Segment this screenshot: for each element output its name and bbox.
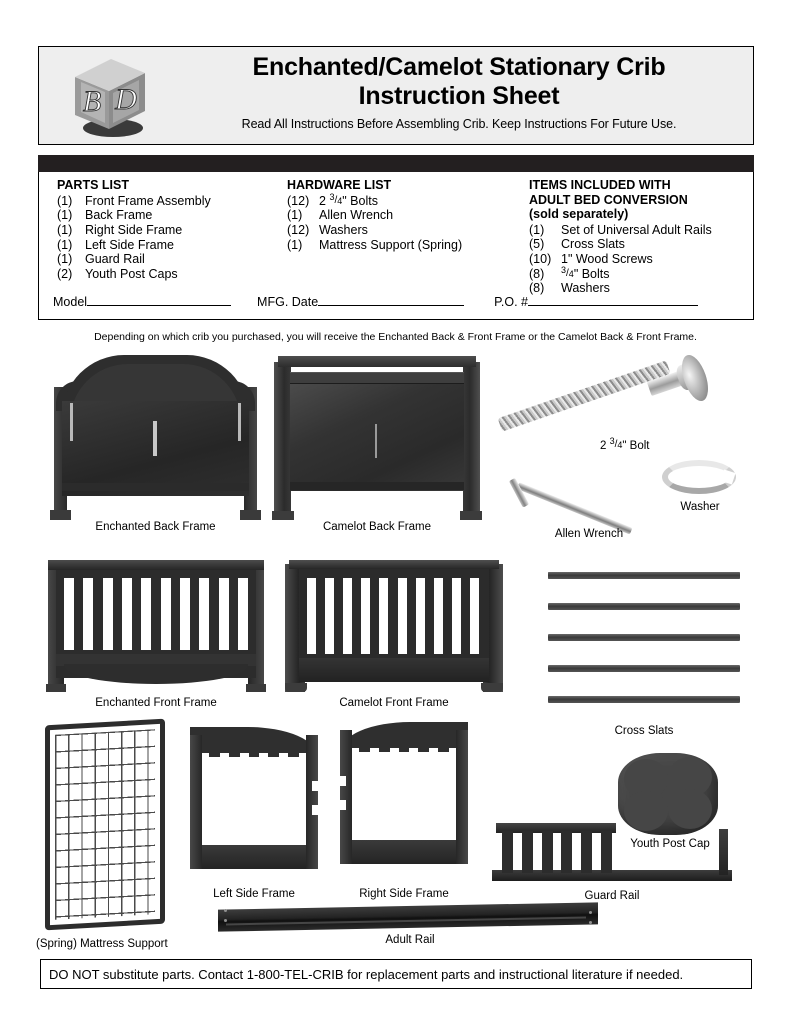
model-input[interactable]: [87, 293, 231, 306]
item-qty: (8): [529, 266, 545, 281]
item-label-pre: 2: [319, 193, 330, 208]
page-subtitle: Read All Instructions Before Assembling Crib. Keep Instructions For Future Use.: [241, 117, 677, 131]
caption-cross-slats: Cross Slats: [614, 725, 674, 737]
item-label: Mattress Support (Spring): [319, 237, 463, 252]
list-item: [287, 208, 517, 223]
slat-gap: [343, 578, 352, 654]
list-item: [57, 208, 287, 223]
parts-information-box: [38, 155, 754, 320]
side-frame-notch: [312, 805, 318, 815]
item-label: Allen Wrench: [319, 208, 394, 223]
slat-gap: [141, 578, 151, 650]
adult-rail-hole: [224, 909, 227, 912]
item-label-post: " Bolts: [342, 193, 378, 208]
caption-camelot-back-frame: Camelot Back Frame: [322, 521, 431, 533]
list-item: [57, 238, 287, 253]
caption-youth-post-cap: Youth Post Cap: [630, 838, 710, 850]
list-item: [57, 267, 287, 282]
item-qty: (12): [287, 193, 310, 208]
slat-gap: [199, 578, 209, 650]
hardware-list-items: [287, 191, 517, 253]
slat-gap: [240, 753, 249, 849]
frame-top-rail: [48, 560, 264, 570]
frame-top-cap: [278, 356, 476, 367]
panel-slit-right: [238, 403, 241, 441]
parts-list-heading: PARTS LIST: [57, 178, 129, 192]
model-label: Model: [53, 295, 88, 309]
frame-post-right: [463, 362, 480, 512]
item-qty: (2): [57, 267, 73, 282]
mfg-date-label: MFG. Date: [257, 295, 319, 309]
cross-slat-bar: [548, 665, 740, 672]
item-qty: (1): [57, 193, 73, 208]
figure-mattress-support: [45, 722, 165, 927]
frame-panel: [290, 384, 464, 491]
side-frame-post-right: [306, 735, 318, 869]
slat-gap: [259, 753, 268, 849]
frame-foot-right: [246, 684, 266, 692]
page-title-line-1: Enchanted/Camelot Stationary Crib: [252, 53, 666, 81]
caption-mattress-support: (Spring) Mattress Support: [36, 938, 168, 950]
item-label: Right Side Frame: [85, 222, 183, 237]
slat-gap: [370, 748, 379, 844]
frame-foot-left: [50, 510, 71, 520]
cross-slat-bar: [548, 696, 740, 703]
section-divider-bar: [38, 155, 754, 172]
parts-list-items: [57, 194, 287, 282]
figure-adult-rail: [218, 906, 598, 932]
caption-allen-wrench: Allen Wrench: [554, 528, 624, 540]
mattress-support-frame: [45, 719, 165, 931]
slat-gap: [325, 578, 334, 654]
caption-washer: Washer: [680, 501, 720, 513]
slat-gap: [83, 578, 93, 650]
slat-gap: [220, 753, 229, 849]
item-qty: (1): [57, 237, 73, 252]
item-label: Cross Slats: [561, 237, 625, 252]
panel-slit-left: [70, 403, 73, 441]
item-label: Back Frame: [85, 208, 153, 223]
guard-rail-post-group: [502, 831, 612, 873]
cross-slat-bar: [548, 572, 740, 579]
caption-right-side-frame: Right Side Frame: [359, 888, 449, 900]
slat-gap: [122, 578, 132, 650]
side-frame-post-right: [456, 730, 468, 864]
item-qty: (8): [529, 281, 545, 296]
figure-right-side-frame: [340, 722, 468, 882]
side-frame-notch: [340, 776, 346, 786]
frame-slat-group: [307, 578, 479, 654]
guard-rail-end-post: [719, 829, 728, 875]
frame-foot-right: [481, 683, 503, 692]
frame-bottom-rail: [290, 482, 464, 490]
adult-conversion-heading-2: ADULT BED CONVERSION: [529, 192, 688, 207]
footer-notice-box: [40, 959, 752, 989]
adult-rail-hole: [589, 911, 592, 914]
slat-gap: [103, 578, 113, 650]
guard-rail-post: [542, 831, 553, 873]
item-label: Youth Post Caps: [85, 267, 178, 282]
slat-gap: [379, 578, 388, 654]
item-qty: (1): [287, 208, 303, 223]
wrench-long-arm: [517, 482, 633, 534]
figure-enchanted-back-frame: [48, 355, 263, 520]
fraction-three-quarters: 3/4: [561, 264, 574, 279]
figure-allen-wrench: [510, 470, 640, 534]
item-label: Front Frame Assembly: [85, 193, 211, 208]
bd-logo-icon: [69, 55, 155, 139]
side-frame-post-left: [340, 730, 352, 864]
cross-slat-bar: [548, 634, 740, 641]
slat-gap: [238, 578, 248, 650]
cap-lobe: [624, 791, 668, 831]
slat-gap: [307, 578, 316, 654]
figure-left-side-frame: [190, 727, 318, 887]
adult-rail-hole: [589, 921, 592, 924]
slat-gap: [279, 753, 288, 849]
list-item: [529, 223, 751, 238]
side-frame-slat-group: [200, 753, 308, 849]
guard-rail-post: [522, 831, 533, 873]
caption-left-side-frame: Left Side Frame: [213, 888, 295, 900]
frame-top-rail: [289, 560, 499, 569]
list-item: [287, 191, 517, 209]
list-item: [529, 264, 751, 282]
slat-gap: [180, 578, 190, 650]
caption-enchanted-front-frame: Enchanted Front Frame: [95, 697, 217, 709]
frame-scalloped-skirt: [64, 664, 248, 684]
item-qty: (1): [287, 237, 303, 252]
cross-slat-bar: [548, 603, 740, 610]
side-frame-bottom-rail: [194, 845, 314, 869]
slat-gap: [434, 578, 443, 654]
adult-conversion-items: [529, 223, 751, 297]
frame-foot-right: [240, 510, 261, 520]
list-item: [57, 194, 287, 209]
slat-gap: [64, 578, 74, 650]
figure-camelot-front-frame: [285, 560, 503, 692]
item-qty: (1): [57, 252, 73, 267]
caption-guard-rail: Guard Rail: [584, 890, 640, 902]
item-qty: (12): [287, 223, 310, 238]
item-qty: (1): [529, 222, 545, 237]
variant-note: Depending on which crib you purchased, you will receive the Enchanted Back & Front Frame or the Camelot Back & Front Frame.: [94, 331, 697, 343]
panel-slit-center: [153, 421, 157, 456]
fraction-three-quarters: 3/4: [329, 191, 343, 206]
figure-enchanted-front-frame: [46, 560, 266, 692]
fraction-three-quarters: 3/4: [609, 436, 623, 451]
item-label: Washers: [319, 223, 368, 238]
list-item: [57, 252, 287, 267]
figure-youth-post-cap: [618, 753, 718, 835]
frame-foot-right: [460, 511, 482, 520]
figure-camelot-back-frame: [272, 356, 482, 520]
slat-gap: [361, 578, 370, 654]
form-fill-row: [53, 293, 743, 309]
caption-camelot-front-frame: Camelot Front Frame: [339, 697, 449, 709]
item-label: Set of Universal Adult Rails: [561, 222, 712, 237]
hardware-list-heading: HARDWARE LIST: [287, 178, 392, 192]
header-banner: [38, 46, 754, 145]
item-qty: (1): [57, 208, 73, 223]
item-label: Left Side Frame: [85, 237, 174, 252]
frame-foot-left: [46, 684, 66, 692]
svg-text:D: D: [115, 83, 137, 116]
side-frame-notch: [340, 800, 346, 810]
frame-bottom-rail: [62, 483, 249, 491]
slat-gap: [470, 578, 479, 654]
item-label: Guard Rail: [85, 252, 145, 267]
side-frame-slat-group: [350, 748, 458, 844]
item-label: 1" Wood Screws: [561, 251, 653, 266]
caption-bolt: 2 3/4" Bolt: [600, 436, 650, 453]
hardware-list-column: [287, 178, 517, 252]
item-label-post: " Bolts: [573, 266, 610, 281]
footer-notice-text: DO NOT substitute parts. Contact 1-800-TEL-CRIB for replacement parts and instructional literature if needed.: [49, 966, 684, 982]
guard-rail-post: [561, 831, 572, 873]
slat-gap: [219, 578, 229, 650]
item-label: Washers: [561, 281, 610, 296]
adult-conversion-heading-3: (sold separately): [529, 207, 629, 221]
slat-gap: [161, 578, 171, 650]
bolt-threaded-shaft: [498, 360, 671, 431]
adult-rail-hole: [224, 919, 227, 922]
list-item: [287, 223, 517, 238]
item-qty: (1): [57, 222, 73, 237]
side-frame-bottom-rail: [344, 840, 464, 864]
mfg-date-input[interactable]: [318, 293, 464, 306]
page-title-line-2: Instruction Sheet: [358, 82, 560, 110]
side-frame-post-left: [190, 735, 202, 869]
slat-gap: [409, 748, 418, 844]
guard-rail-post: [502, 831, 513, 873]
svg-text:B: B: [82, 85, 102, 118]
lists-columns: [39, 178, 755, 296]
adult-conversion-heading-1: ITEMS INCLUDED WITH: [529, 178, 671, 192]
frame-post-left: [274, 362, 291, 512]
frame-base-panel: [299, 658, 489, 682]
item-qty: (10): [529, 251, 552, 266]
adult-conversion-column: [529, 178, 751, 296]
guard-rail-post: [581, 831, 592, 873]
frame-ridge: [290, 372, 464, 384]
parts-list-column: [57, 178, 287, 282]
list-item: [57, 223, 287, 238]
frame-foot-left: [272, 511, 294, 520]
bd-cube-logo: [69, 55, 155, 139]
cap-lobe: [668, 789, 712, 829]
mattress-support-wire-grid: [55, 729, 155, 920]
side-frame-notch: [312, 781, 318, 791]
figure-cross-slats: [548, 572, 740, 700]
header-title-block: [169, 53, 749, 131]
slat-gap: [398, 578, 407, 654]
caption-adult-rail: Adult Rail: [385, 934, 435, 946]
list-item: [529, 237, 751, 252]
po-number-label: P.O. #: [494, 295, 528, 309]
slat-gap: [452, 578, 461, 654]
figure-washer: [662, 460, 736, 498]
caption-enchanted-back-frame: Enchanted Back Frame: [95, 521, 216, 533]
panel-slit-center: [375, 424, 377, 458]
slat-gap: [390, 748, 399, 844]
frame-slat-group: [64, 578, 248, 650]
po-number-input[interactable]: [528, 293, 698, 306]
figure-bolt: [498, 352, 728, 472]
item-qty: (5): [529, 237, 545, 252]
list-item: [287, 238, 517, 253]
frame-foot-left: [285, 683, 307, 692]
slat-gap: [416, 578, 425, 654]
slat-gap: [429, 748, 438, 844]
